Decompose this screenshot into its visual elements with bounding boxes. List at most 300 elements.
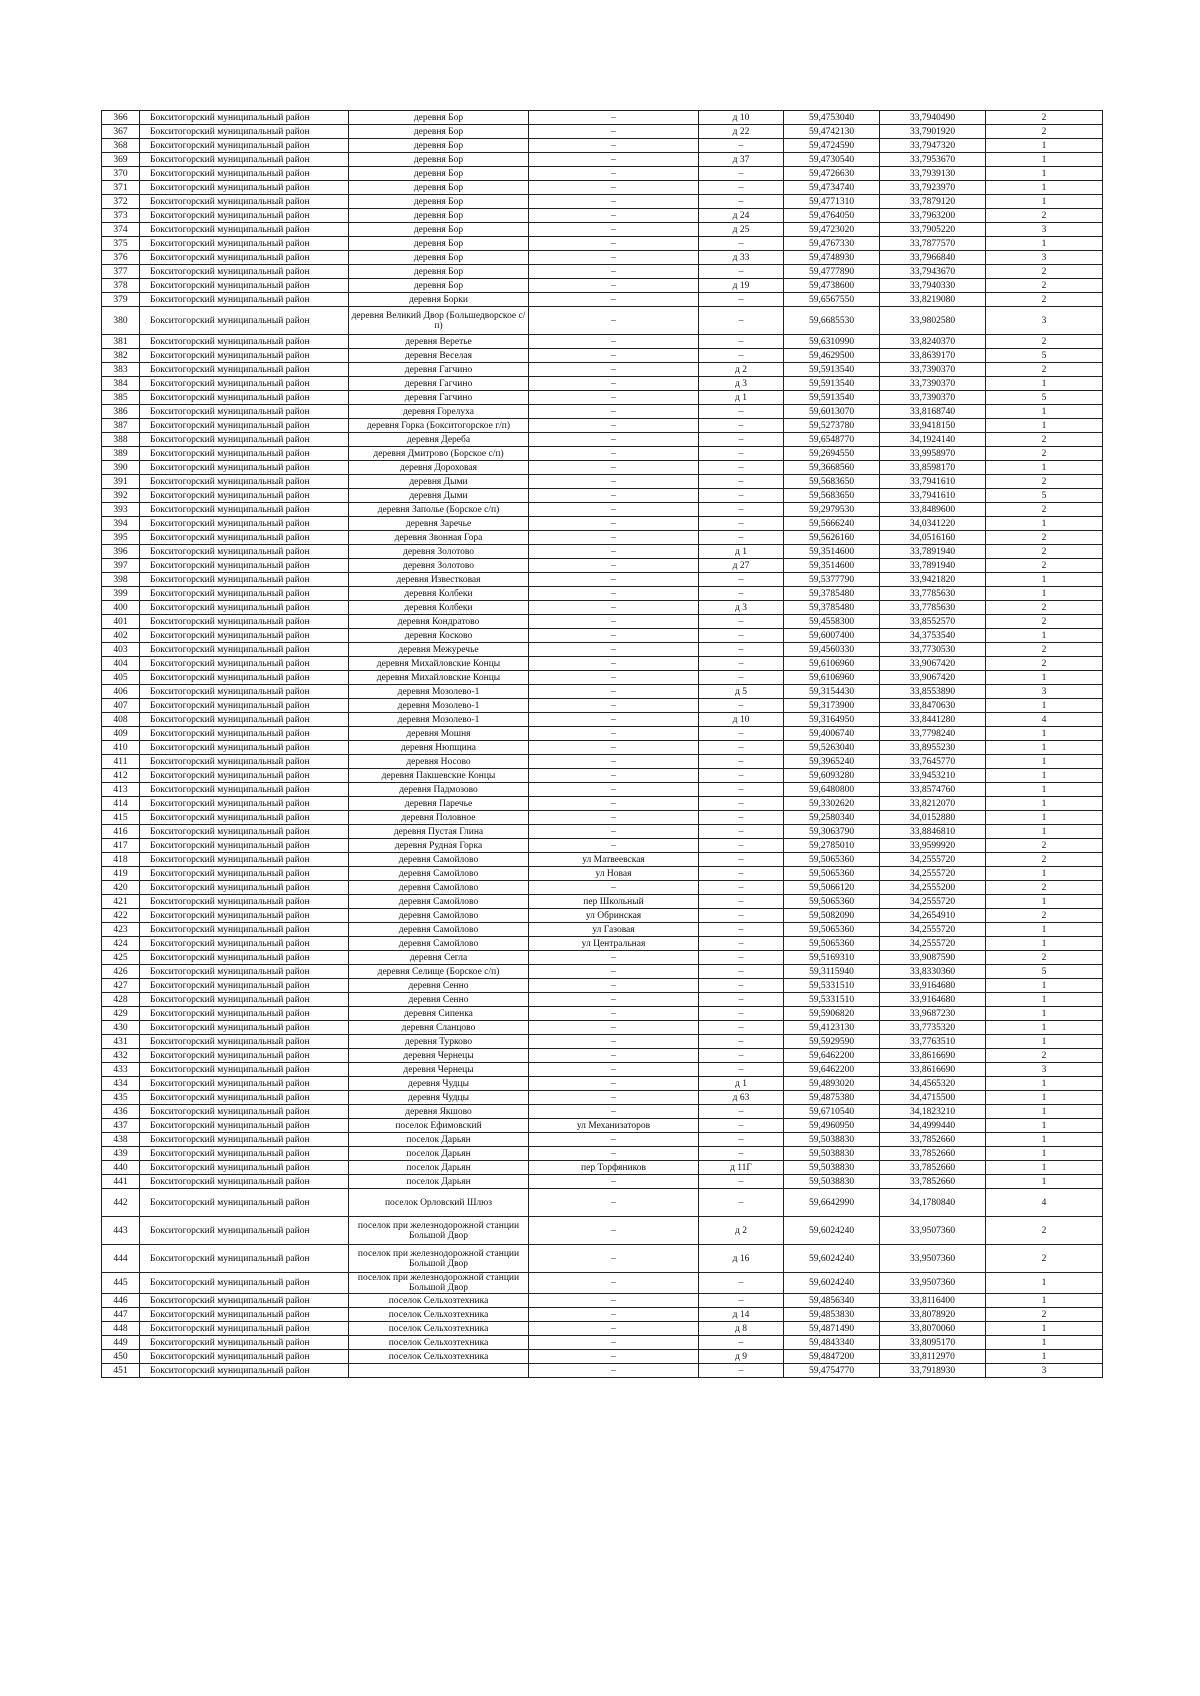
- table-row: [102, 1189, 1103, 1217]
- table-row: [102, 853, 1103, 867]
- count-cell: 1: [986, 769, 1103, 783]
- table-row: [102, 167, 1103, 181]
- row-number: 445: [102, 1273, 140, 1294]
- longitude-cell: 33,9507360: [880, 1245, 986, 1273]
- longitude-cell: 33,8639170: [880, 349, 986, 363]
- street-cell: –: [529, 629, 699, 643]
- settlement-cell: деревня Дереба: [349, 433, 529, 447]
- count-cell: 1: [986, 139, 1103, 153]
- count-cell: 1: [986, 1119, 1103, 1133]
- settlement-cell: деревня Бор: [349, 125, 529, 139]
- table-row: [102, 937, 1103, 951]
- district-cell: Бокситогорский муниципальный район: [140, 783, 349, 797]
- longitude-cell: 34,2555720: [880, 895, 986, 909]
- settlement-cell: деревня Борки: [349, 293, 529, 307]
- row-number: 415: [102, 811, 140, 825]
- house-cell: –: [699, 1133, 784, 1147]
- longitude-cell: 33,8095170: [880, 1336, 986, 1350]
- longitude-cell: 33,9802580: [880, 307, 986, 335]
- table-row: [102, 993, 1103, 1007]
- latitude-cell: 59,6024240: [784, 1217, 880, 1245]
- street-cell: –: [529, 475, 699, 489]
- count-cell: 3: [986, 251, 1103, 265]
- latitude-cell: 59,3514600: [784, 545, 880, 559]
- longitude-cell: 33,7905220: [880, 223, 986, 237]
- longitude-cell: 33,7963200: [880, 209, 986, 223]
- street-cell: –: [529, 573, 699, 587]
- table-row: [102, 1063, 1103, 1077]
- table-row: [102, 587, 1103, 601]
- count-cell: 1: [986, 699, 1103, 713]
- house-cell: –: [699, 965, 784, 979]
- count-cell: 1: [986, 1077, 1103, 1091]
- table-row: [102, 293, 1103, 307]
- house-cell: –: [699, 643, 784, 657]
- longitude-cell: 33,8846810: [880, 825, 986, 839]
- house-cell: –: [699, 937, 784, 951]
- district-cell: Бокситогорский муниципальный район: [140, 1049, 349, 1063]
- count-cell: 2: [986, 545, 1103, 559]
- district-cell: Бокситогорский муниципальный район: [140, 881, 349, 895]
- count-cell: 1: [986, 797, 1103, 811]
- table-row: [102, 1133, 1103, 1147]
- house-cell: д 3: [699, 601, 784, 615]
- row-number: 410: [102, 741, 140, 755]
- house-cell: –: [699, 1147, 784, 1161]
- latitude-cell: 59,6024240: [784, 1273, 880, 1294]
- house-cell: –: [699, 1175, 784, 1189]
- count-cell: 1: [986, 419, 1103, 433]
- data-table: [101, 110, 1103, 1378]
- latitude-cell: 59,6567550: [784, 293, 880, 307]
- house-cell: –: [699, 1364, 784, 1378]
- settlement-cell: деревня Нюпщина: [349, 741, 529, 755]
- table-row: [102, 545, 1103, 559]
- latitude-cell: 59,4856340: [784, 1294, 880, 1308]
- table-row: [102, 573, 1103, 587]
- street-cell: –: [529, 601, 699, 615]
- street-cell: –: [529, 1091, 699, 1105]
- longitude-cell: 33,8470630: [880, 699, 986, 713]
- street-cell: –: [529, 181, 699, 195]
- row-number: 376: [102, 251, 140, 265]
- row-number: 443: [102, 1217, 140, 1245]
- house-cell: –: [699, 237, 784, 251]
- count-cell: 5: [986, 349, 1103, 363]
- district-cell: Бокситогорский муниципальный район: [140, 111, 349, 125]
- longitude-cell: 33,7941610: [880, 475, 986, 489]
- house-cell: д 8: [699, 1322, 784, 1336]
- row-number: 436: [102, 1105, 140, 1119]
- district-cell: Бокситогорский муниципальный район: [140, 1119, 349, 1133]
- settlement-cell: деревня Бор: [349, 251, 529, 265]
- house-cell: –: [699, 629, 784, 643]
- table-row: [102, 153, 1103, 167]
- house-cell: –: [699, 531, 784, 545]
- settlement-cell: деревня Турково: [349, 1035, 529, 1049]
- house-cell: –: [699, 489, 784, 503]
- house-cell: –: [699, 671, 784, 685]
- street-cell: –: [529, 349, 699, 363]
- latitude-cell: 59,3668560: [784, 461, 880, 475]
- count-cell: 2: [986, 433, 1103, 447]
- row-number: 419: [102, 867, 140, 881]
- row-number: 413: [102, 783, 140, 797]
- table-row: [102, 517, 1103, 531]
- house-cell: д 37: [699, 153, 784, 167]
- table-row: [102, 811, 1103, 825]
- longitude-cell: 33,9421820: [880, 573, 986, 587]
- settlement-cell: деревня Бор: [349, 223, 529, 237]
- settlement-cell: деревня Межуречье: [349, 643, 529, 657]
- settlement-cell: деревня Селище (Борское с/п): [349, 965, 529, 979]
- district-cell: Бокситогорский муниципальный район: [140, 1091, 349, 1105]
- street-cell: –: [529, 671, 699, 685]
- table-row: [102, 1350, 1103, 1364]
- longitude-cell: 33,7966840: [880, 251, 986, 265]
- street-cell: –: [529, 993, 699, 1007]
- count-cell: 1: [986, 811, 1103, 825]
- row-number: 394: [102, 517, 140, 531]
- latitude-cell: 59,2785010: [784, 839, 880, 853]
- longitude-cell: 33,7735320: [880, 1021, 986, 1035]
- table-row: [102, 881, 1103, 895]
- count-cell: 1: [986, 1091, 1103, 1105]
- latitude-cell: 59,5913540: [784, 377, 880, 391]
- count-cell: 2: [986, 335, 1103, 349]
- row-number: 429: [102, 1007, 140, 1021]
- street-cell: –: [529, 615, 699, 629]
- house-cell: –: [699, 573, 784, 587]
- row-number: 368: [102, 139, 140, 153]
- table-row: [102, 1147, 1103, 1161]
- count-cell: 1: [986, 461, 1103, 475]
- house-cell: –: [699, 307, 784, 335]
- row-number: 440: [102, 1161, 140, 1175]
- table-row: [102, 1336, 1103, 1350]
- count-cell: 2: [986, 1245, 1103, 1273]
- settlement-cell: деревня Сенно: [349, 979, 529, 993]
- district-cell: Бокситогорский муниципальный район: [140, 685, 349, 699]
- settlement-cell: поселок при железнодорожной станции Большой Двор: [349, 1273, 529, 1294]
- street-cell: –: [529, 251, 699, 265]
- row-number: 386: [102, 405, 140, 419]
- row-number: 448: [102, 1322, 140, 1336]
- district-cell: Бокситогорский муниципальный район: [140, 825, 349, 839]
- table-row: [102, 895, 1103, 909]
- longitude-cell: 33,9067420: [880, 671, 986, 685]
- settlement-cell: деревня Золотово: [349, 559, 529, 573]
- row-number: 442: [102, 1189, 140, 1217]
- house-cell: –: [699, 461, 784, 475]
- settlement-cell: деревня Чернецы: [349, 1063, 529, 1077]
- longitude-cell: 34,1924140: [880, 433, 986, 447]
- table-row: [102, 685, 1103, 699]
- longitude-cell: 34,2654910: [880, 909, 986, 923]
- street-cell: –: [529, 1245, 699, 1273]
- count-cell: 1: [986, 1350, 1103, 1364]
- settlement-cell: поселок Дарьян: [349, 1133, 529, 1147]
- street-cell: пер Школьный: [529, 895, 699, 909]
- table-row: [102, 363, 1103, 377]
- row-number: 390: [102, 461, 140, 475]
- street-cell: –: [529, 1147, 699, 1161]
- row-number: 412: [102, 769, 140, 783]
- table-row: [102, 741, 1103, 755]
- longitude-cell: 33,8078920: [880, 1308, 986, 1322]
- house-cell: –: [699, 811, 784, 825]
- count-cell: 1: [986, 825, 1103, 839]
- street-cell: –: [529, 811, 699, 825]
- district-cell: Бокситогорский муниципальный район: [140, 1035, 349, 1049]
- count-cell: 2: [986, 293, 1103, 307]
- house-cell: –: [699, 769, 784, 783]
- row-number: 402: [102, 629, 140, 643]
- row-number: 381: [102, 335, 140, 349]
- row-number: 367: [102, 125, 140, 139]
- longitude-cell: 34,2555720: [880, 937, 986, 951]
- street-cell: –: [529, 1021, 699, 1035]
- row-number: 416: [102, 825, 140, 839]
- house-cell: –: [699, 853, 784, 867]
- row-number: 396: [102, 545, 140, 559]
- street-cell: –: [529, 489, 699, 503]
- latitude-cell: 59,4764050: [784, 209, 880, 223]
- count-cell: 2: [986, 447, 1103, 461]
- settlement-cell: поселок Дарьян: [349, 1147, 529, 1161]
- settlement-cell: деревня Самойлово: [349, 881, 529, 895]
- longitude-cell: 33,7852660: [880, 1175, 986, 1189]
- longitude-cell: 33,8489600: [880, 503, 986, 517]
- district-cell: Бокситогорский муниципальный район: [140, 909, 349, 923]
- settlement-cell: деревня Бор: [349, 153, 529, 167]
- latitude-cell: 59,5065360: [784, 937, 880, 951]
- street-cell: –: [529, 1049, 699, 1063]
- district-cell: Бокситогорский муниципальный район: [140, 727, 349, 741]
- row-number: 437: [102, 1119, 140, 1133]
- latitude-cell: 59,5169310: [784, 951, 880, 965]
- latitude-cell: 59,4871490: [784, 1322, 880, 1336]
- row-number: 418: [102, 853, 140, 867]
- district-cell: Бокситогорский муниципальный район: [140, 125, 349, 139]
- table-row: [102, 965, 1103, 979]
- settlement-cell: деревня Гагчино: [349, 377, 529, 391]
- street-cell: –: [529, 643, 699, 657]
- settlement-cell: деревня Горелуха: [349, 405, 529, 419]
- district-cell: Бокситогорский муниципальный район: [140, 601, 349, 615]
- longitude-cell: 33,7852660: [880, 1161, 986, 1175]
- latitude-cell: 59,2580340: [784, 811, 880, 825]
- street-cell: –: [529, 335, 699, 349]
- row-number: 389: [102, 447, 140, 461]
- latitude-cell: 59,6007400: [784, 629, 880, 643]
- house-cell: д 33: [699, 251, 784, 265]
- longitude-cell: 34,2555200: [880, 881, 986, 895]
- table-row: [102, 951, 1103, 965]
- longitude-cell: 33,7940330: [880, 279, 986, 293]
- settlement-cell: деревня Мозолево-1: [349, 713, 529, 727]
- house-cell: д 3: [699, 377, 784, 391]
- latitude-cell: 59,3514600: [784, 559, 880, 573]
- house-cell: –: [699, 923, 784, 937]
- district-cell: Бокситогорский муниципальный район: [140, 1133, 349, 1147]
- street-cell: ул Матвеевская: [529, 853, 699, 867]
- table-row: [102, 839, 1103, 853]
- count-cell: 1: [986, 923, 1103, 937]
- district-cell: Бокситогорский муниципальный район: [140, 1147, 349, 1161]
- count-cell: 2: [986, 951, 1103, 965]
- settlement-cell: поселок Сельхозтехника: [349, 1336, 529, 1350]
- latitude-cell: 59,5065360: [784, 853, 880, 867]
- street-cell: –: [529, 839, 699, 853]
- house-cell: –: [699, 433, 784, 447]
- row-number: 375: [102, 237, 140, 251]
- house-cell: д 1: [699, 545, 784, 559]
- latitude-cell: 59,4629500: [784, 349, 880, 363]
- latitude-cell: 59,6106960: [784, 657, 880, 671]
- house-cell: –: [699, 951, 784, 965]
- house-cell: –: [699, 783, 784, 797]
- latitude-cell: 59,3785480: [784, 601, 880, 615]
- longitude-cell: 33,8168740: [880, 405, 986, 419]
- house-cell: д 10: [699, 111, 784, 125]
- latitude-cell: 59,4777890: [784, 265, 880, 279]
- table-row: [102, 1273, 1103, 1294]
- district-cell: Бокситогорский муниципальный район: [140, 699, 349, 713]
- table-row: [102, 125, 1103, 139]
- count-cell: 2: [986, 839, 1103, 853]
- settlement-cell: деревня Самойлово: [349, 853, 529, 867]
- house-cell: д 9: [699, 1350, 784, 1364]
- district-cell: Бокситогорский муниципальный район: [140, 237, 349, 251]
- house-cell: д 2: [699, 1217, 784, 1245]
- table-row: [102, 209, 1103, 223]
- district-cell: Бокситогорский муниципальный район: [140, 587, 349, 601]
- latitude-cell: 59,4843340: [784, 1336, 880, 1350]
- house-cell: д 16: [699, 1245, 784, 1273]
- table-row: [102, 195, 1103, 209]
- settlement-cell: поселок Сельхозтехника: [349, 1308, 529, 1322]
- settlement-cell: деревня Известковая: [349, 573, 529, 587]
- settlement-cell: поселок Сельхозтехника: [349, 1322, 529, 1336]
- house-cell: –: [699, 1273, 784, 1294]
- longitude-cell: 33,8219080: [880, 293, 986, 307]
- count-cell: 1: [986, 1294, 1103, 1308]
- street-cell: –: [529, 139, 699, 153]
- settlement-cell: деревня Бор: [349, 195, 529, 209]
- settlement-cell: деревня Звонная Гора: [349, 531, 529, 545]
- house-cell: –: [699, 293, 784, 307]
- street-cell: ул Газовая: [529, 923, 699, 937]
- district-cell: Бокситогорский муниципальный район: [140, 195, 349, 209]
- table-row: [102, 1364, 1103, 1378]
- street-cell: –: [529, 1273, 699, 1294]
- count-cell: 2: [986, 209, 1103, 223]
- latitude-cell: 59,5066120: [784, 881, 880, 895]
- house-cell: д 24: [699, 209, 784, 223]
- latitude-cell: 59,4730540: [784, 153, 880, 167]
- house-cell: –: [699, 1336, 784, 1350]
- latitude-cell: 59,5038830: [784, 1147, 880, 1161]
- settlement-cell: деревня Паречье: [349, 797, 529, 811]
- latitude-cell: 59,5038830: [784, 1161, 880, 1175]
- count-cell: 2: [986, 881, 1103, 895]
- street-cell: –: [529, 293, 699, 307]
- count-cell: 1: [986, 741, 1103, 755]
- street-cell: –: [529, 1217, 699, 1245]
- street-cell: –: [529, 153, 699, 167]
- settlement-cell: деревня Гагчино: [349, 363, 529, 377]
- street-cell: –: [529, 125, 699, 139]
- count-cell: 2: [986, 265, 1103, 279]
- street-cell: –: [529, 167, 699, 181]
- table-row: [102, 1322, 1103, 1336]
- table-row: [102, 419, 1103, 433]
- settlement-cell: поселок Орловский Шлюз: [349, 1189, 529, 1217]
- street-cell: –: [529, 769, 699, 783]
- district-cell: Бокситогорский муниципальный район: [140, 769, 349, 783]
- longitude-cell: 34,3753540: [880, 629, 986, 643]
- house-cell: –: [699, 1119, 784, 1133]
- district-cell: Бокситогорский муниципальный район: [140, 209, 349, 223]
- table-row: [102, 265, 1103, 279]
- table-row: [102, 111, 1103, 125]
- latitude-cell: 59,6548770: [784, 433, 880, 447]
- count-cell: 1: [986, 629, 1103, 643]
- table-row: [102, 279, 1103, 293]
- district-cell: Бокситогорский муниципальный район: [140, 979, 349, 993]
- settlement-cell: деревня Самойлово: [349, 923, 529, 937]
- house-cell: д 10: [699, 713, 784, 727]
- table-row: [102, 1119, 1103, 1133]
- latitude-cell: 59,6462200: [784, 1063, 880, 1077]
- count-cell: 4: [986, 713, 1103, 727]
- count-cell: 1: [986, 867, 1103, 881]
- district-cell: Бокситогорский муниципальный район: [140, 223, 349, 237]
- street-cell: –: [529, 1035, 699, 1049]
- district-cell: Бокситогорский муниципальный район: [140, 1322, 349, 1336]
- house-cell: –: [699, 475, 784, 489]
- latitude-cell: 59,3965240: [784, 755, 880, 769]
- street-cell: –: [529, 741, 699, 755]
- longitude-cell: 34,0152880: [880, 811, 986, 825]
- house-cell: д 27: [699, 559, 784, 573]
- street-cell: –: [529, 755, 699, 769]
- longitude-cell: 33,8240370: [880, 335, 986, 349]
- street-cell: –: [529, 951, 699, 965]
- district-cell: Бокситогорский муниципальный район: [140, 377, 349, 391]
- latitude-cell: 59,6024240: [784, 1245, 880, 1273]
- street-cell: –: [529, 587, 699, 601]
- longitude-cell: 33,7390370: [880, 391, 986, 405]
- table-row: [102, 223, 1103, 237]
- house-cell: д 25: [699, 223, 784, 237]
- latitude-cell: 59,4560330: [784, 643, 880, 657]
- house-cell: –: [699, 195, 784, 209]
- latitude-cell: 59,5082090: [784, 909, 880, 923]
- settlement-cell: деревня Сланцово: [349, 1021, 529, 1035]
- longitude-cell: 33,8116400: [880, 1294, 986, 1308]
- district-cell: Бокситогорский муниципальный район: [140, 433, 349, 447]
- house-cell: –: [699, 517, 784, 531]
- settlement-cell: деревня Косково: [349, 629, 529, 643]
- longitude-cell: 33,9164680: [880, 979, 986, 993]
- count-cell: 2: [986, 1217, 1103, 1245]
- street-cell: ул Новая: [529, 867, 699, 881]
- house-cell: –: [699, 503, 784, 517]
- street-cell: ул Механизаторов: [529, 1119, 699, 1133]
- house-cell: –: [699, 839, 784, 853]
